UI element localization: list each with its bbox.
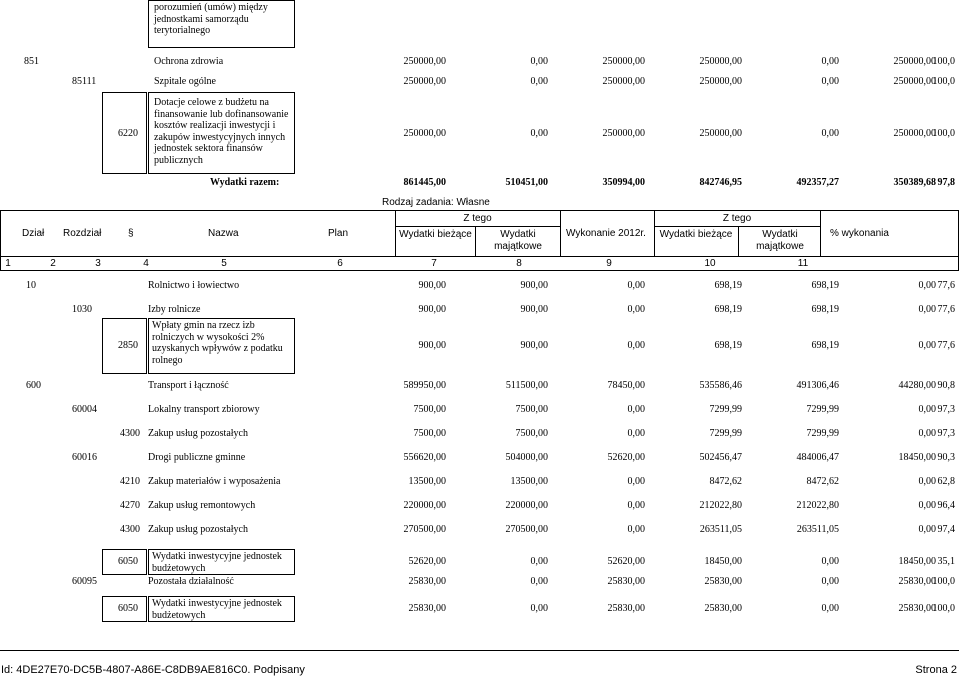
- value-cell: 900,00: [418, 304, 446, 315]
- value-cell: 97,3: [937, 428, 955, 439]
- code-cell: 4300: [120, 428, 140, 439]
- code-cell: 10: [26, 280, 36, 291]
- value-cell: 25830,00: [898, 603, 936, 614]
- value-cell: 589950,00: [403, 380, 446, 391]
- name-cell: Wydatki inwestycyjne jednostek budżetowych: [152, 551, 282, 574]
- total-value: 861445,00: [403, 177, 446, 188]
- value-cell: 556620,00: [403, 452, 446, 463]
- column-number: 9: [606, 258, 612, 269]
- name-cell: Wpłaty gmin na rzecz izb rolniczych w wysokości 2% uzyskanych wpływów z podatku rolnego: [152, 320, 283, 366]
- value-cell: 77,6: [937, 340, 955, 351]
- header-wydatki-majatkowe: Wydatki majątkowe: [494, 229, 542, 252]
- value-cell: 7299,99: [709, 404, 742, 415]
- code-cell: 6050: [118, 556, 138, 567]
- header-z-tego-2: Z tego: [722, 213, 752, 224]
- row-divider: [0, 256, 959, 257]
- text-continuation: porozumień (umów) między jednostkami samorządu terytorialnego: [154, 2, 268, 36]
- value-cell: 25830,00: [408, 576, 446, 587]
- value-cell: 7299,99: [709, 428, 742, 439]
- value-cell: 100,0: [932, 128, 955, 139]
- column-number: 11: [797, 258, 809, 269]
- value-cell: 504000,00: [505, 452, 548, 463]
- header-rozdzial: Rozdział: [63, 228, 102, 239]
- value-cell: 0,00: [918, 304, 936, 315]
- value-cell: 0,00: [627, 524, 645, 535]
- header-wydatki-majatkowe-2: Wydatki majątkowe: [756, 229, 804, 252]
- task-type: Rodzaj zadania: Własne: [382, 197, 490, 208]
- header-plan: Plan: [328, 228, 349, 239]
- value-cell: 250000,00: [602, 128, 645, 139]
- value-cell: 18450,00: [704, 556, 742, 567]
- value-cell: 0,00: [918, 340, 936, 351]
- value-cell: 0,00: [918, 280, 936, 291]
- code-cell: 6050: [118, 603, 138, 614]
- value-cell: 8472,62: [806, 476, 839, 487]
- value-cell: 52620,00: [408, 556, 446, 567]
- value-cell: 100,0: [932, 56, 955, 67]
- footer-page: Strona 2: [915, 664, 957, 676]
- total-value: 350389,68: [893, 177, 936, 188]
- header-paragraph: §: [128, 228, 134, 239]
- value-cell: 0,00: [821, 128, 839, 139]
- value-cell: 0,00: [530, 76, 548, 87]
- value-cell: 25830,00: [607, 603, 645, 614]
- value-cell: 0,00: [530, 56, 548, 67]
- value-cell: 250000,00: [699, 76, 742, 87]
- header-nazwa: Nazwa: [208, 228, 239, 239]
- value-cell: 0,00: [918, 524, 936, 535]
- value-cell: 0,00: [530, 556, 548, 567]
- value-cell: 25830,00: [704, 603, 742, 614]
- value-cell: 77,6: [937, 280, 955, 291]
- value-cell: 7500,00: [413, 428, 446, 439]
- value-cell: 535586,46: [699, 380, 742, 391]
- value-cell: 0,00: [918, 404, 936, 415]
- value-cell: 25830,00: [408, 603, 446, 614]
- value-cell: 900,00: [520, 304, 548, 315]
- value-cell: 35,1: [937, 556, 955, 567]
- name-cell: Zakup usług pozostałych: [148, 428, 248, 439]
- value-cell: 0,00: [918, 428, 936, 439]
- code-cell: 851: [24, 56, 39, 67]
- value-cell: 0,00: [627, 340, 645, 351]
- value-cell: 220000,00: [403, 500, 446, 511]
- value-cell: 96,4: [937, 500, 955, 511]
- total-label: Wydatki razem:: [210, 177, 280, 188]
- value-cell: 900,00: [520, 340, 548, 351]
- row-divider: [0, 210, 959, 211]
- value-cell: 491306,46: [796, 380, 839, 391]
- column-number: 6: [337, 258, 343, 269]
- column-number: 10: [704, 258, 716, 269]
- value-cell: 52620,00: [607, 556, 645, 567]
- value-cell: 7500,00: [515, 428, 548, 439]
- value-cell: 270500,00: [403, 524, 446, 535]
- code-cell: 1030: [72, 304, 92, 315]
- value-cell: 18450,00: [898, 556, 936, 567]
- name-cell: Zakup usług remontowych: [148, 500, 256, 511]
- header-wykonanie: Wykonanie 2012r.: [566, 228, 646, 239]
- value-cell: 52620,00: [607, 452, 645, 463]
- value-cell: 698,19: [714, 304, 742, 315]
- total-value: 97,8: [937, 177, 955, 188]
- row-divider: [395, 226, 560, 227]
- column-number: 4: [143, 258, 149, 269]
- value-cell: 250000,00: [602, 76, 645, 87]
- header-wydatki-biezace: Wydatki bieżące: [399, 229, 472, 240]
- value-cell: 0,00: [821, 603, 839, 614]
- column-number: 2: [50, 258, 56, 269]
- value-cell: 270500,00: [505, 524, 548, 535]
- value-cell: 263511,05: [699, 524, 742, 535]
- value-cell: 0,00: [821, 76, 839, 87]
- value-cell: 78450,00: [607, 380, 645, 391]
- value-cell: 900,00: [418, 280, 446, 291]
- code-cell: 600: [26, 380, 41, 391]
- name-cell: Drogi publiczne gminne: [148, 452, 246, 463]
- code-cell: 2850: [118, 340, 138, 351]
- name-cell: Szpitale ogólne: [154, 76, 216, 87]
- value-cell: 0,00: [627, 428, 645, 439]
- value-cell: 18450,00: [898, 452, 936, 463]
- column-divider: [560, 210, 561, 256]
- header-z-tego: Z tego: [463, 213, 492, 224]
- total-value: 492357,27: [796, 177, 839, 188]
- value-cell: 698,19: [714, 340, 742, 351]
- value-cell: 7500,00: [515, 404, 548, 415]
- code-cell: 60095: [72, 576, 97, 587]
- value-cell: 698,19: [811, 340, 839, 351]
- value-cell: 90,8: [937, 380, 955, 391]
- value-cell: 250000,00: [403, 76, 446, 87]
- value-cell: 212022,80: [796, 500, 839, 511]
- value-cell: 511500,00: [505, 380, 548, 391]
- value-cell: 8472,62: [709, 476, 742, 487]
- footer-id: Id: 4DE27E70-DC5B-4807-A86E-C8DB9AE816C0. Podpisany: [1, 664, 305, 676]
- code-cell: 60004: [72, 404, 97, 415]
- value-cell: 44280,00: [898, 380, 936, 391]
- value-cell: 62,8: [937, 476, 955, 487]
- value-cell: 25830,00: [898, 576, 936, 587]
- value-cell: 250000,00: [403, 56, 446, 67]
- row-divider: [0, 650, 959, 651]
- value-cell: 250000,00: [893, 128, 936, 139]
- value-cell: 0,00: [821, 56, 839, 67]
- name-cell: Izby rolnicze: [148, 304, 201, 315]
- name-cell: Lokalny transport zbiorowy: [148, 404, 260, 415]
- header-wydatki-biezace-2: Wydatki bieżące: [659, 229, 733, 240]
- value-cell: 100,0: [932, 603, 955, 614]
- value-cell: 0,00: [627, 280, 645, 291]
- value-cell: 212022,80: [699, 500, 742, 511]
- value-cell: 0,00: [627, 476, 645, 487]
- code-cell: 6220: [118, 128, 138, 139]
- value-cell: 0,00: [918, 500, 936, 511]
- column-divider: [820, 210, 821, 256]
- value-cell: 900,00: [418, 340, 446, 351]
- value-cell: 90,3: [937, 452, 955, 463]
- value-cell: 263511,05: [796, 524, 839, 535]
- value-cell: 250000,00: [699, 128, 742, 139]
- column-number: 3: [95, 258, 101, 269]
- value-cell: 698,19: [811, 304, 839, 315]
- code-cell: 4270: [120, 500, 140, 511]
- name-cell: Ochrona zdrowia: [154, 56, 224, 67]
- value-cell: 250000,00: [699, 56, 742, 67]
- value-cell: 0,00: [627, 304, 645, 315]
- value-cell: 0,00: [918, 476, 936, 487]
- value-cell: 13500,00: [510, 476, 548, 487]
- name-cell: Pozostała działalność: [148, 576, 234, 587]
- value-cell: 250000,00: [893, 56, 936, 67]
- value-cell: 100,0: [932, 76, 955, 87]
- name-cell: Zakup materiałów i wyposażenia: [148, 476, 281, 487]
- value-cell: 250000,00: [602, 56, 645, 67]
- value-cell: 502456,47: [699, 452, 742, 463]
- value-cell: 25830,00: [704, 576, 742, 587]
- value-cell: 250000,00: [893, 76, 936, 87]
- value-cell: 97,3: [937, 404, 955, 415]
- value-cell: 250000,00: [403, 128, 446, 139]
- value-cell: 0,00: [821, 576, 839, 587]
- value-cell: 77,6: [937, 304, 955, 315]
- name-cell: Transport i łączność: [148, 380, 229, 391]
- column-number: 1: [5, 258, 11, 269]
- value-cell: 698,19: [811, 280, 839, 291]
- total-value: 510451,00: [505, 177, 548, 188]
- code-cell: 4210: [120, 476, 140, 487]
- column-number: 8: [516, 258, 522, 269]
- code-cell: 60016: [72, 452, 97, 463]
- value-cell: 25830,00: [607, 576, 645, 587]
- row-divider: [654, 226, 820, 227]
- name-cell: Dotacje celowe z budżetu na finansowanie lub dofinansowanie kosztów realizacji inwestycji i zakupów inwestycyjnych innych jednostek sektora finansów publicznych: [154, 97, 289, 166]
- value-cell: 698,19: [714, 280, 742, 291]
- row-divider: [0, 270, 959, 271]
- total-value: 842746,95: [699, 177, 742, 188]
- value-cell: 0,00: [530, 603, 548, 614]
- value-cell: 0,00: [627, 500, 645, 511]
- name-cell: Wydatki inwestycyjne jednostek budżetowych: [152, 598, 282, 621]
- column-divider: [475, 226, 476, 256]
- value-cell: 900,00: [520, 280, 548, 291]
- value-cell: 7500,00: [413, 404, 446, 415]
- total-value: 350994,00: [602, 177, 645, 188]
- value-cell: 220000,00: [505, 500, 548, 511]
- column-number: 7: [431, 258, 437, 269]
- value-cell: 0,00: [530, 128, 548, 139]
- value-cell: 100,0: [932, 576, 955, 587]
- header-dzial: Dział: [22, 228, 45, 239]
- value-cell: 7299,99: [806, 428, 839, 439]
- name-cell: Rolnictwo i łowiectwo: [148, 280, 240, 291]
- code-cell: 85111: [72, 76, 97, 87]
- value-cell: 0,00: [627, 404, 645, 415]
- name-cell: Zakup usług pozostałych: [148, 524, 248, 535]
- code-cell: 4300: [120, 524, 140, 535]
- value-cell: 484006,47: [796, 452, 839, 463]
- column-number: 5: [221, 258, 227, 269]
- header-pct: % wykonania: [830, 228, 889, 239]
- value-cell: 0,00: [530, 576, 548, 587]
- value-cell: 7299,99: [806, 404, 839, 415]
- column-divider: [738, 226, 739, 256]
- value-cell: 13500,00: [408, 476, 446, 487]
- value-cell: 97,4: [937, 524, 955, 535]
- value-cell: 0,00: [821, 556, 839, 567]
